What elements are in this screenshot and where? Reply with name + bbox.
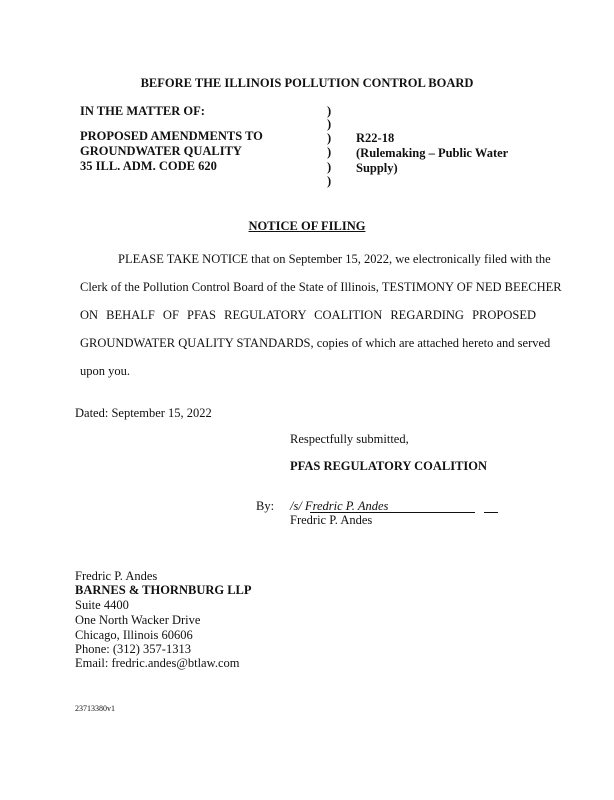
email: Email: fredric.andes@btlaw.com bbox=[75, 656, 240, 670]
caption-bracket: ) bbox=[327, 104, 332, 118]
notice-line-4: GROUNDWATER QUALITY STANDARDS, copies of which are attached hereto and served bbox=[80, 336, 551, 350]
docket-number: R22-18 bbox=[356, 131, 395, 145]
caption-bracket: ) bbox=[327, 117, 332, 131]
signing-party: PFAS REGULATORY COALITION bbox=[290, 459, 488, 473]
caption-line-2: GROUNDWATER QUALITY bbox=[80, 144, 242, 158]
caption-line-1: PROPOSED AMENDMENTS TO bbox=[80, 129, 263, 143]
caption-bracket: ) bbox=[327, 131, 332, 145]
caption-bracket: ) bbox=[327, 145, 332, 159]
printed-name: Fredric P. Andes bbox=[290, 513, 373, 527]
dated-line: Dated: September 15, 2022 bbox=[75, 406, 212, 420]
closing: Respectfully submitted, bbox=[290, 432, 409, 446]
signature-line-tail bbox=[484, 512, 498, 513]
page-title: BEFORE THE ILLINOIS POLLUTION CONTROL BOARD bbox=[140, 76, 474, 90]
by-label: By: bbox=[256, 499, 275, 513]
firm-name: BARNES & THORNBURG LLP bbox=[75, 583, 252, 597]
notice-line-2: Clerk of the Pollution Control Board of the State of Illinois, TESTIMONY OF NED BEECHER bbox=[80, 280, 562, 294]
matter-label: IN THE MATTER OF: bbox=[80, 104, 205, 118]
document-id: 23713380v1 bbox=[75, 704, 115, 713]
docket-description-cont: Supply) bbox=[356, 161, 398, 175]
docket-description: (Rulemaking – Public Water bbox=[356, 146, 509, 160]
notice-heading: NOTICE OF FILING bbox=[248, 219, 366, 233]
e-signature: /s/ Fredric P. Andes bbox=[290, 499, 389, 513]
address-suite: Suite 4400 bbox=[75, 598, 129, 612]
notice-line-5: upon you. bbox=[80, 364, 130, 378]
caption-bracket: ) bbox=[327, 160, 332, 174]
notice-line-1: PLEASE TAKE NOTICE that on September 15, 2022, we electronically filed with the bbox=[118, 252, 551, 266]
contact-name: Fredric P. Andes bbox=[75, 569, 158, 583]
notice-line-3: ON BEHALF OF PFAS REGULATORY COALITION REGARDING PROPOSED bbox=[80, 308, 536, 322]
caption-bracket: ) bbox=[327, 174, 332, 188]
phone: Phone: (312) 357-1313 bbox=[75, 642, 191, 656]
caption-line-3: 35 ILL. ADM. CODE 620 bbox=[80, 159, 217, 173]
address-city: Chicago, Illinois 60606 bbox=[75, 628, 193, 642]
address-street: One North Wacker Drive bbox=[75, 613, 201, 627]
